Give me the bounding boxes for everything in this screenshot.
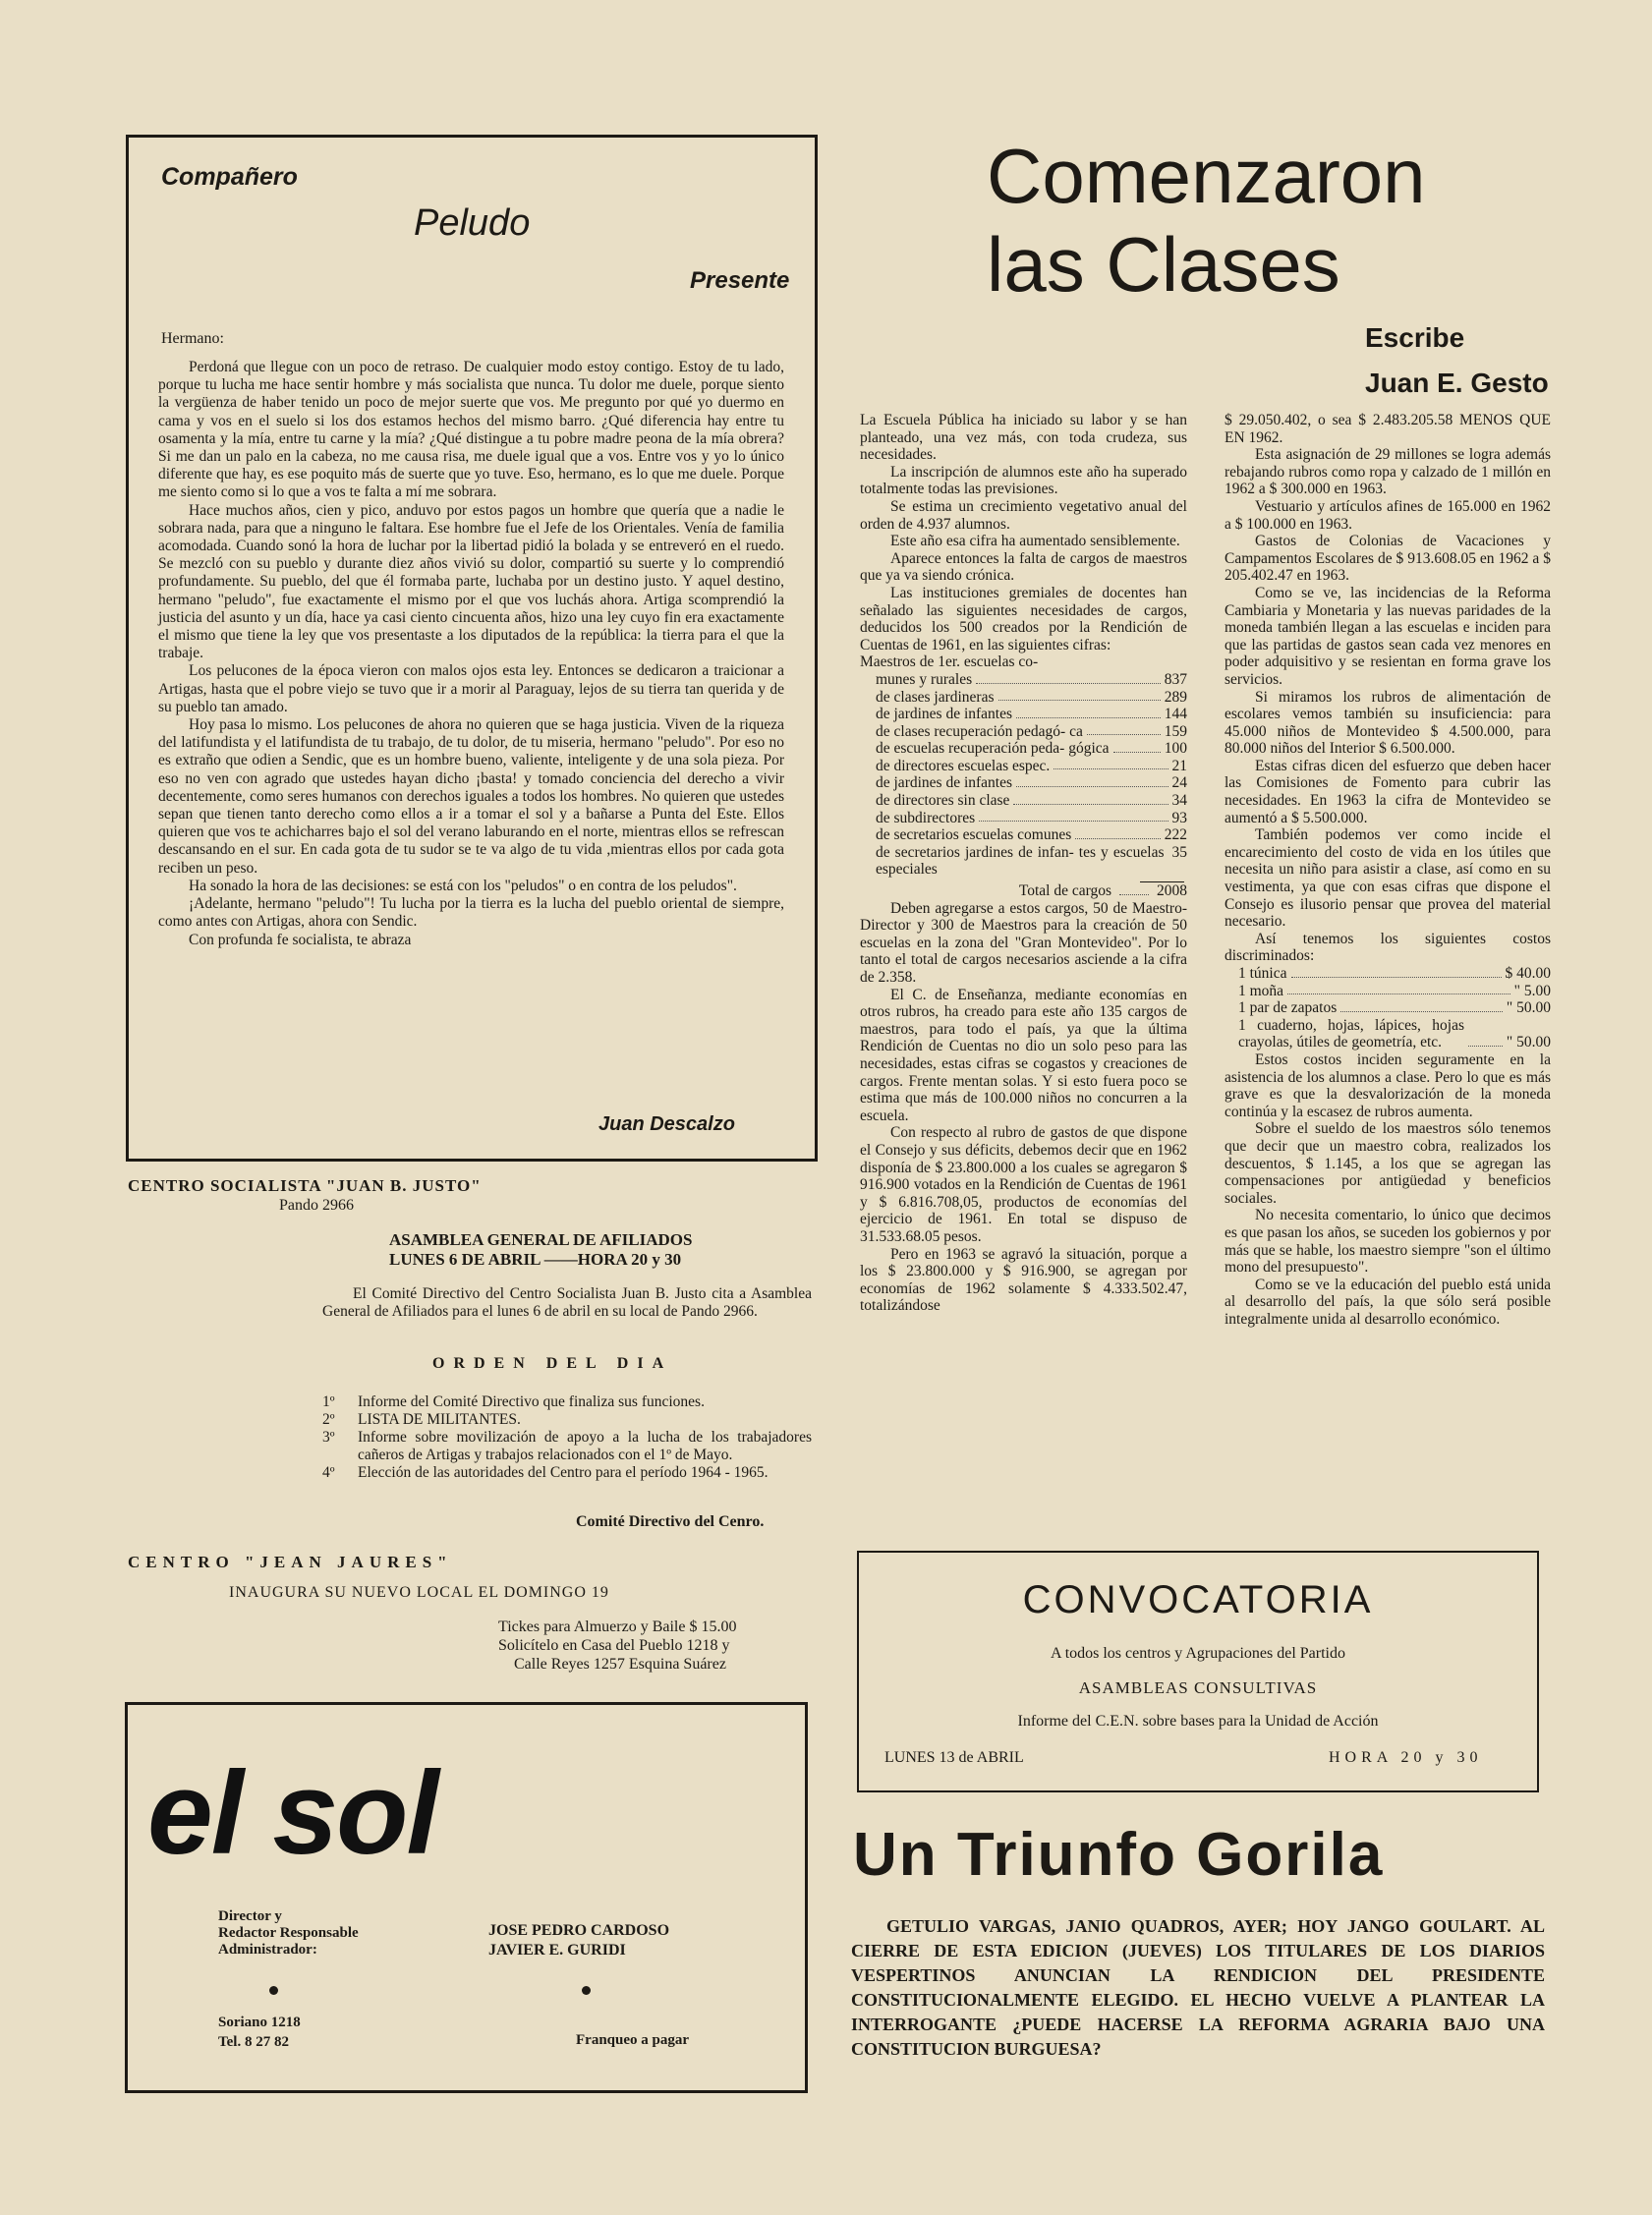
article-byline-label: Escribe — [1365, 322, 1465, 353]
el-sol-label: Administrador: — [218, 1942, 317, 1958]
cost-row — [1238, 999, 1551, 1017]
agenda-text: Informe del Comité Directivo que finaliza sus funciones. — [358, 1393, 705, 1410]
agenda-item — [322, 1393, 812, 1411]
agenda-signed: Comité Directivo del Cenro. — [576, 1513, 765, 1530]
asamblea-heading: ASAMBLEA GENERAL DE AFILIADOS — [389, 1230, 693, 1249]
figure-label: de secretarios jardines de infan- tes y escuelas especiales — [876, 843, 1165, 879]
centro-name: CENTRO SOCIALISTA "JUAN B. JUSTO" — [128, 1176, 482, 1195]
asamblea-intro: El Comité Directivo del Centro Socialista Juan B. Justo cita a Asamblea General de Afiliados para el lunes 6 de abril en su local de Pando 2966. — [322, 1285, 812, 1320]
jaures-name: CENTRO "JEAN JAURES" — [128, 1553, 453, 1571]
letter-signature: Juan Descalzo — [598, 1113, 735, 1135]
asamblea-date: LUNES 6 DE ABRIL ——HORA 20 y 30 — [389, 1250, 682, 1269]
agenda-number: 1º — [322, 1393, 335, 1410]
cost-row — [1238, 965, 1551, 983]
cost-row — [1238, 983, 1551, 1000]
el-sol-director: JOSE PEDRO CARDOSO — [488, 1922, 670, 1939]
el-sol-administrator: JAVIER E. GURIDI — [488, 1942, 626, 1959]
article-paragraph: Gastos de Colonias de Vacaciones y Campamentos Escolares de $ 913.608.05 en 1962 a $ 205.402.47 en 1963. — [1225, 533, 1551, 585]
letter-greeting: Hermano: — [161, 330, 224, 347]
cost-value: " 5.00 — [1513, 982, 1551, 999]
cost-label: 1 cuaderno, hojas, lápices, hojas crayolas, útiles de geometría, etc. — [1238, 1016, 1464, 1051]
article-paragraph: Si miramos los rubros de alimentación de escolares vemos también su insuficiencia: para 45.000 niños de Montevideo $ 4.500.000, para 80.000 niños del Interior $ 6.500.000. — [1225, 688, 1551, 758]
convocatoria-title: CONVOCATORIA — [1022, 1578, 1374, 1621]
figure-value: 93 — [1171, 809, 1187, 826]
cost-value: $ 40.00 — [1505, 965, 1551, 982]
convocatoria-box — [857, 1551, 1539, 1792]
figure-row — [876, 706, 1187, 723]
article-paragraph: Las instituciones gremiales de docentes han señalado las siguientes necesidades de cargos, deducidos los 500 creados por la Rendición de Cuentas de 1961, en las siguientes cifras: — [860, 584, 1187, 653]
agenda-list — [322, 1393, 812, 1482]
article-paragraph: El C. de Enseñanza, mediante economías en otros rubros, ha creado para este año 135 cargos de maestros, para todo el país, ya que la última Rendición de Cuentas no dio un solo peso para las necesidades, estas cifras se cogastos y creaciones de cargos. Frente mentan solas. Y si esto fuera poco se estima que más de 100.000 niños no concurren a la escuela. — [860, 986, 1187, 1124]
figure-row — [876, 792, 1187, 810]
article-paragraph: Con respecto al rubro de gastos de que dispone el Consejo y sus déficits, debemos decir que en 1962 disponía de $ 23.800.000 a los cuales se agregaron $ 916.900 votados en la Rendición de Cuentas de 1961 y $ 6.816.708,05, productos de economías del ejercicio de 1961. En total se dispuso de 31.533.68.05 pesos. — [860, 1124, 1187, 1245]
el-sol-label: Redactor Responsable — [218, 1925, 359, 1941]
article-byline-author: Juan E. Gesto — [1365, 368, 1549, 398]
article-paragraph: También podemos ver como incide el encarecimiento del costo de vida en los útiles que necesita un niño para asistir a clase, así como en su vestimenta, ya que con esas cifras que dispone el Consejo es ilusorio pensar que provea del material necesario. — [1225, 826, 1551, 931]
letter-paragraph: Perdoná que llegue con un poco de retraso. De cualquier modo estoy contigo. Estoy de tu lado, porque tu lucha me hace sentir hombre y más socialista que nunca. Tu dolor me duele, porque siento la vergüenza de haber tenido un poco de mejor suerte que vos. Me pregunto por qué yo duermo en cama y vos en el suelo si los dos estamos hechos del mismo barro. ¿Qué diferencia hay entre tu osamenta y la mía, entre tu carne y la mía? ¿Qué distingue a tu pobre madre peona de la mía obrera? Si me dan un palo en la cabeza, no me causa risa, me duele igual que a vos. Entre vos y yo lo único diferente que hay, es ese poquito más de suerte que yo tuve. Eso, hermano, es lo que me duele. Porque me siento como si lo que a vos te falta a mí me sobrara. — [158, 359, 784, 501]
article-paragraph: No necesita comentario, lo único que decimos es que pasan los años, se suceden los gobiernos y por más que se hable, los maestro siempre "son el último mono del presupuesto". — [1225, 1207, 1551, 1277]
letter-paragraph: Ha sonado la hora de las decisiones: se está con los "peludos" o en contra de los peludos". — [189, 877, 737, 894]
article-paragraph: Este año esa cifra ha aumentado sensiblemente. — [890, 533, 1180, 550]
article-column-2 — [1225, 412, 1551, 1328]
orden-del-dia-title: ORDEN DEL DIA — [432, 1355, 673, 1372]
article-paragraph: Esta asignación de 29 millones se logra además rebajando rubros como ropa y calzado de 1 millón en 1962 a $ 300.000 en 1963. — [1225, 446, 1551, 498]
agenda-number: 2º — [322, 1411, 335, 1428]
figure-value: 144 — [1164, 706, 1187, 723]
figure-value: 222 — [1164, 826, 1187, 844]
figure-row — [876, 723, 1187, 741]
figure-value: 289 — [1164, 688, 1187, 706]
el-sol-label: Director y — [218, 1908, 282, 1924]
cost-label: 1 moña — [1238, 982, 1284, 999]
figure-value: 35 — [1171, 843, 1187, 861]
figure-label: de clases recuperación pedagó- ca — [876, 722, 1083, 740]
el-sol-contact — [218, 2013, 301, 2052]
article-paragraph: Como se ve, las incidencias de la Reforma Cambiaria y Monetaria y las nuevas paridades de la moneda también llegan a las escuelas e inciden para que las partidas de gastos sean cada vez menores en poder adquisitivo y se resientan en forma grave los servicios. — [1225, 584, 1551, 688]
cost-label: 1 túnica — [1238, 965, 1287, 982]
convocatoria-line-2: ASAMBLEAS CONSULTIVAS — [1078, 1678, 1318, 1697]
centro-address: Pando 2966 — [279, 1197, 354, 1214]
letter-box — [126, 135, 818, 1162]
article-paragraph: Se estima un crecimiento vegetativo anual del orden de 4.937 alumnos. — [860, 497, 1187, 533]
figure-value: 34 — [1171, 792, 1187, 810]
el-sol-franqueo: Franqueo a pagar — [576, 2032, 690, 2048]
article-paragraph: Deben agregarse a estos cargos, 50 de Maestro-Director y 300 de Maestros para la creación de 50 escuelas en la zona del "Gran Montevideo". Por lo tanto el total de cargos necesarios asciende a la cifra de 2.358. — [860, 899, 1187, 986]
letter-paragraph: Hace muchos años, cien y pico, anduvo por estos pagos un hombre que quería que a nadie le sobrara nada, para que a ninguno le faltara. Ese hombre fue el Jefe de los Orientales. Venía de familia acomodada. Cuando sonó la hora de luchar por la libertad pidió la bolada y se entreveró en el ruedo. Se mezcló con su pueblo y durante diez años vivió su dolor, compartió su suerte y lo comprendió profundamente. Su pueblo, del que él formaba parte, luchaba por un destino justo. Y aquel destino, hermano "peludo", fue exactamente el mismo por el que vos luchás ahora. Artiga scomprendió la justicia del asunto y un día, hace ya casi ciento cincuenta años, hizo una ley cuyo fin era exactamente el mismo que tiene la ley que vos presentaste a los diputados de la república: la tierra para el que la trabaje. — [158, 501, 784, 662]
el-sol-logo: el sol — [147, 1747, 437, 1879]
agenda-item — [322, 1464, 812, 1482]
article-column-1 — [860, 412, 1187, 1315]
cost-value: " 50.00 — [1506, 999, 1551, 1017]
agenda-text: Informe sobre movilización de apoyo a la lucha de los trabajadores cañeros de Artigas y trabajos relacionados con el 1º de Mayo. — [358, 1429, 812, 1463]
letter-body — [158, 359, 784, 949]
article-title-line-2: las Clases — [987, 221, 1340, 308]
bullet-icon — [269, 1986, 278, 1995]
figure-value: 837 — [1164, 670, 1187, 688]
figure-row — [876, 844, 1187, 879]
convocatoria-line-3: Informe del C.E.N. sobre bases para la Unidad de Acción — [1017, 1713, 1379, 1730]
cost-value: " 50.00 — [1506, 1034, 1551, 1051]
figure-value: 21 — [1171, 757, 1187, 774]
figure-row — [876, 671, 1187, 689]
total-label: Total de cargos — [1018, 882, 1111, 900]
figure-value: 100 — [1164, 740, 1187, 758]
figure-label: de directores sin clase — [876, 792, 1010, 810]
letter-paragraph: Hoy pasa lo mismo. Los pelucones de ahora no quieren que se haga justicia. Viven de la riqueza del latifundista y el latifundista de tu trabajo, de tu dolor, de tu miseria, hermano "peludo". Por eso no es extraño que odien a Sendic, que es un hombre bueno, valiente, inteligente y de una sola pieza. Por eso no ven con agrado que ustedes hayan dicho ¡basta! y tomado conciencia del derecho a vivir decentemente, como seres humanos con derechos iguales a todos los hombres. No quieren que ustedes sepan que tienen tanto derecho como ellos a ir a tomar el sol y a bañarse a Punta del Este. Ellos quieren que vos te achicharres bajo el sol del verano laburando en el norte, mientras ellos se refrescan descansando en el sur. En cada gota de tu sudor se te va algo de tu vida ,mientras ellos por cada gota reciben un peso. — [158, 716, 784, 877]
agenda-number: 3º — [322, 1429, 335, 1446]
el-sol-masthead — [125, 1702, 808, 2093]
figure-label: de escuelas recuperación peda- gógica — [876, 740, 1110, 758]
convocatoria-date: LUNES 13 de ABRIL — [884, 1749, 1024, 1766]
article-paragraph: Vestuario y artículos afines de 165.000 en 1962 a $ 100.000 en 1963. — [1225, 497, 1551, 533]
figure-row — [876, 826, 1187, 844]
article-paragraph: Estas cifras dicen del esfuerzo que deben hacer las Comisiones de Fomento para cubrir las necesidades. En 1963 la cifra de Montevideo se aumentó a $ 5.500.000. — [1225, 757, 1551, 826]
letter-paragraph: ¡Adelante, hermano "peludo"! Tu lucha por la tierra es la lucha del pueblo oriental de siempre, como antes con Artigas, ahora con Sendic. — [158, 895, 784, 931]
letter-salutation-3: Presente — [690, 267, 790, 294]
bullet-icon — [582, 1986, 591, 1995]
article-paragraph: Así tenemos los siguientes costos discriminados: — [1225, 930, 1551, 965]
costs-list — [1225, 965, 1551, 1051]
gorila-title: Un Triunfo Gorila — [853, 1821, 1385, 1889]
jaures-line-3: Calle Reyes 1257 Esquina Suárez — [514, 1656, 726, 1673]
letter-salutation-1: Compañero — [161, 163, 298, 191]
article-paragraph: Estos costos inciden seguramente en la asistencia de los alumnos a clase. Pero lo que es más grave es que la desvalorización de la moneda continúa y la escasez de rubros aumenta. — [1225, 1051, 1551, 1120]
figure-row — [876, 774, 1187, 792]
gorila-text: GETULIO VARGAS, JANIO QUADROS, AYER; HOY JANGO GOULART. AL CIERRE DE ESTA EDICION (JUEVES) LOS TITULARES DE LOS DIARIOS VESPERTINOS ANUNCIAN LA RENDICION DEL PRESIDENTE CONSTITUCIONALMENTE ELEGIDO. EL HECHO VUELVE A PLANTEAR LA INTERROGANTE ¿PUEDE HACERSE LA REFORMA AGRARIA BAJO UNA CONSTITUCION BURGUESA? — [851, 1916, 1545, 2059]
agenda-text: Elección de las autoridades del Centro para el período 1964 - 1965. — [358, 1464, 769, 1481]
letter-paragraph: Con profunda fe socialista, te abraza — [189, 931, 412, 948]
figure-row — [876, 758, 1187, 775]
letter-salutation-2: Peludo — [414, 202, 531, 244]
total-value: 2008 — [1157, 882, 1187, 900]
figure-row — [876, 810, 1187, 827]
figure-label: de secretarios escuelas comunes — [876, 826, 1072, 844]
article-paragraph: La Escuela Pública ha iniciado su labor y se han planteado, una vez más, con toda crudeza, sus necesidades. — [860, 412, 1187, 464]
figure-label: de subdirectores — [876, 809, 976, 826]
article-paragraph: Como se ve la educación del pueblo está unida al desarrollo del país, la que sólo será posible integralmente unida al desarrollo económico. — [1225, 1276, 1551, 1328]
figure-row — [876, 689, 1187, 707]
article-paragraph: La inscripción de alumnos este año ha superado totalmente todas las previsiones. — [860, 463, 1187, 498]
figures-head: Maestros de 1er. escuelas co- — [860, 653, 1039, 671]
jaures-line-1: Tickes para Almuerzo y Baile $ 15.00 — [498, 1619, 737, 1635]
figure-value: 159 — [1164, 722, 1187, 740]
article-paragraph: Pero en 1963 se agravó la situación, porque a los $ 23.800.000 y $ 916.900, se agregan por economías de 1962 solamente $ 4.333.502.47, totalizándose — [860, 1245, 1187, 1315]
jaures-line-2: Solicítelo en Casa del Pueblo 1218 y — [498, 1637, 730, 1654]
convocatoria-line-1: A todos los centros y Agrupaciones del Partido — [1051, 1645, 1345, 1662]
agenda-number: 4º — [322, 1464, 335, 1481]
article-paragraph: Sobre el sueldo de los maestros sólo tenemos que decir que un maestro cobra, realizados los descuentos, $ 1.145, a los que se agregan las compensaciones por antigüedad y beneficios sociales. — [1225, 1120, 1551, 1207]
cost-label: 1 par de zapatos — [1238, 999, 1338, 1017]
agenda-item — [322, 1429, 812, 1464]
figure-row — [876, 740, 1187, 758]
agenda-item — [322, 1411, 812, 1429]
el-sol-address: Soriano 1218 — [218, 2015, 301, 2030]
figure-label: de jardines de infantes — [876, 774, 1013, 792]
el-sol-names — [488, 1921, 669, 1960]
figure-label: de directores escuelas espec. — [876, 757, 1051, 774]
figure-label: munes y rurales — [876, 670, 973, 688]
agenda-text: LISTA DE MILITANTES. — [358, 1411, 521, 1428]
figures-list — [860, 671, 1187, 879]
figure-label: de jardines de infantes — [876, 706, 1013, 723]
el-sol-tel: Tel. 8 27 82 — [218, 2034, 289, 2050]
cost-row — [1238, 1017, 1551, 1051]
letter-paragraph: Los pelucones de la época vieron con malos ojos esta ley. Entonces se dedicaron a traicionar a Artigas, hasta que el pobre viejo se tuvo que ir a morir al Paraguay, lejos de su tierra tan querida y de su pueblo tan amado. — [158, 662, 784, 715]
el-sol-labels — [218, 1908, 359, 1959]
total-row — [860, 882, 1187, 900]
article-paragraph: Aparece entonces la falta de cargos de maestros que ya va siendo crónica. — [860, 549, 1187, 585]
figure-value: 24 — [1171, 774, 1187, 792]
convocatoria-time: HORA 20 y 30 — [1329, 1749, 1483, 1766]
article-title-line-1: Comenzaron — [987, 133, 1426, 219]
figure-label: de clases jardineras — [876, 688, 995, 706]
article-paragraph: $ 29.050.402, o sea $ 2.483.205.58 MENOS QUE EN 1962. — [1225, 412, 1551, 446]
jaures-headline: INAUGURA SU NUEVO LOCAL EL DOMINGO 19 — [229, 1584, 609, 1601]
